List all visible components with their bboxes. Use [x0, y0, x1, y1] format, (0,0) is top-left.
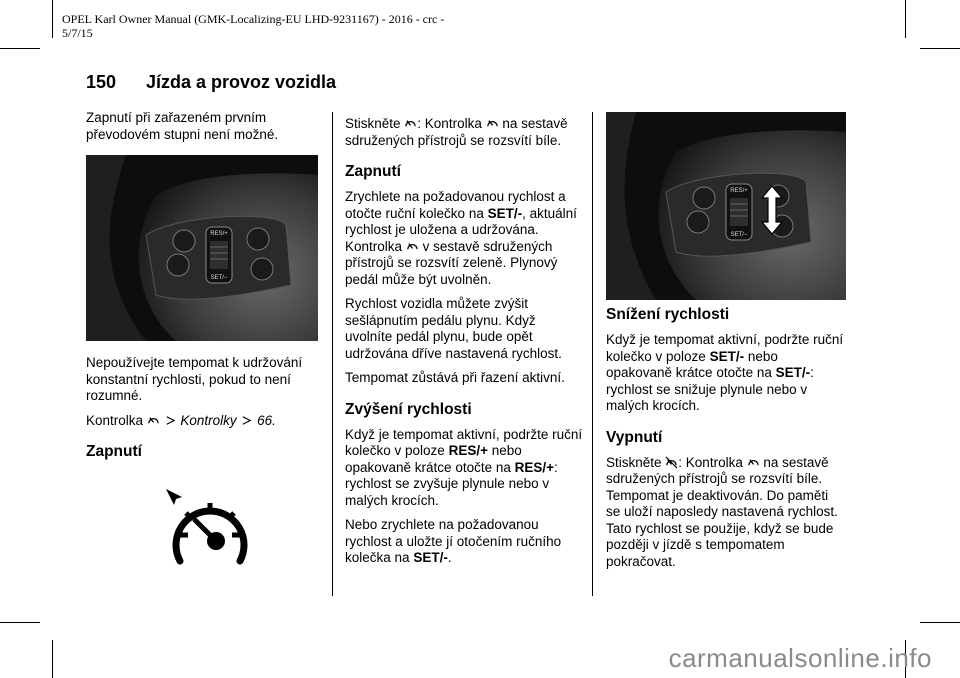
paragraph: Stiskněte : Kontrolka na sestavě sdružených přístrojů se rozsvítí bíle. Tempomat je deaktivován. Do paměti se uloží naposledy nastavená rychlost. Tato rychlost se použije, když se bude později v jízdě s tempomatem pokračovat.	[606, 454, 838, 569]
cruise-control-icon	[147, 414, 160, 427]
cruise-control-icon	[747, 456, 760, 469]
cruise-control-icon	[406, 240, 419, 253]
steering-wheel-controls-illustration	[606, 112, 846, 300]
cruise-control-icon	[166, 489, 254, 573]
control-position: SET/-	[487, 205, 523, 221]
steering-wheel-controls-illustration	[86, 155, 318, 341]
paragraph: Když je tempomat aktivní, podržte ruční kolečko v poloze RES/+ nebo opakovaně krátce otočte na RES/+: rychlost se zvyšuje plynule nebo v malých krocích.	[345, 426, 583, 508]
control-position: SET/-	[709, 348, 745, 364]
reference-arrow-icon	[240, 414, 253, 427]
column-1	[86, 110, 318, 578]
watermark: carmanualsonline.info	[668, 643, 932, 673]
cruise-control-button-illustration	[166, 489, 318, 578]
section-heading: Snížení rychlosti	[606, 306, 730, 323]
section-heading: Zapnutí	[86, 443, 142, 460]
paragraph: Kontrolka Kontrolky 66.	[86, 412, 276, 428]
paragraph: Nebo zrychlete na požadovanou rychlost a uložte jí otočením ručního kolečka na SET/-.	[345, 517, 562, 565]
control-position: RES/+	[448, 443, 488, 458]
section-heading: Zapnutí	[345, 163, 401, 180]
cruise-control-icon	[486, 117, 499, 130]
column-2	[345, 116, 585, 575]
paragraph: Nepoužívejte tempomat k udržování konstantní rychlosti, pokud to není rozumné.	[86, 355, 303, 403]
res-label: RES/+	[210, 231, 228, 237]
meta-line-1: OPEL Karl Owner Manual (GMK-Localizing-EU LHD-9231167) - 2016 - crc -	[62, 12, 445, 26]
control-position: SET/-	[413, 550, 448, 565]
set-label: SET/−	[210, 275, 228, 281]
steering-wheel-photo	[606, 112, 846, 300]
control-position: SET/-	[775, 365, 811, 380]
meta-line-2: 5/7/15	[62, 26, 93, 40]
reference-arrow-icon	[164, 414, 177, 427]
column-divider	[592, 112, 593, 596]
paragraph: Stiskněte : Kontrolka na sestavě sdružených přístrojů se rozsvítí bíle.	[345, 116, 568, 148]
paragraph: Když je tempomat aktivní, podržte ruční kolečko v poloze SET/- nebo opakovaně krátce otočte na SET/-: rychlost se snižuje plynule nebo v malých krocích.	[606, 332, 844, 413]
section-heading: Vypnutí	[606, 428, 663, 446]
page-title: Jízda a provoz vozidla	[146, 72, 337, 92]
document-meta	[62, 12, 502, 40]
paragraph: Zapnutí při zařazeném prvním převodovém stupni není možné.	[86, 110, 279, 142]
steering-wheel-photo	[86, 155, 318, 341]
page-number: 150	[86, 72, 117, 92]
column-divider	[332, 112, 333, 596]
reference-link[interactable]: Kontrolky	[180, 412, 237, 428]
paragraph: Rychlost vozidla můžete zvýšit sešlápnutím pedálu plynu. Když uvolníte pedál plynu, bude opět udržována dříve nastavená rychlost.	[345, 296, 562, 361]
section-heading: Zvýšení rychlosti	[345, 400, 472, 418]
page-header	[86, 72, 336, 93]
control-position: RES/+	[514, 459, 555, 475]
cruise-control-icon	[404, 117, 417, 130]
set-label: SET/−	[730, 232, 748, 238]
column-3	[606, 306, 846, 578]
res-label: RES/+	[730, 188, 748, 194]
paragraph: Tempomat zůstává při řazení aktivní.	[345, 370, 565, 385]
paragraph: Zrychlete na požadovanou rychlost a otočte ruční kolečko na SET/-, aktuální rychlost je uložena a udržována. Kontrolka v sestavě sdružených přístrojů se rozsvítí zeleně. Plynový pedál může být uvolněn.	[345, 189, 577, 287]
cruise-control-off-icon	[665, 456, 678, 469]
reference-page: 66.	[257, 412, 276, 428]
